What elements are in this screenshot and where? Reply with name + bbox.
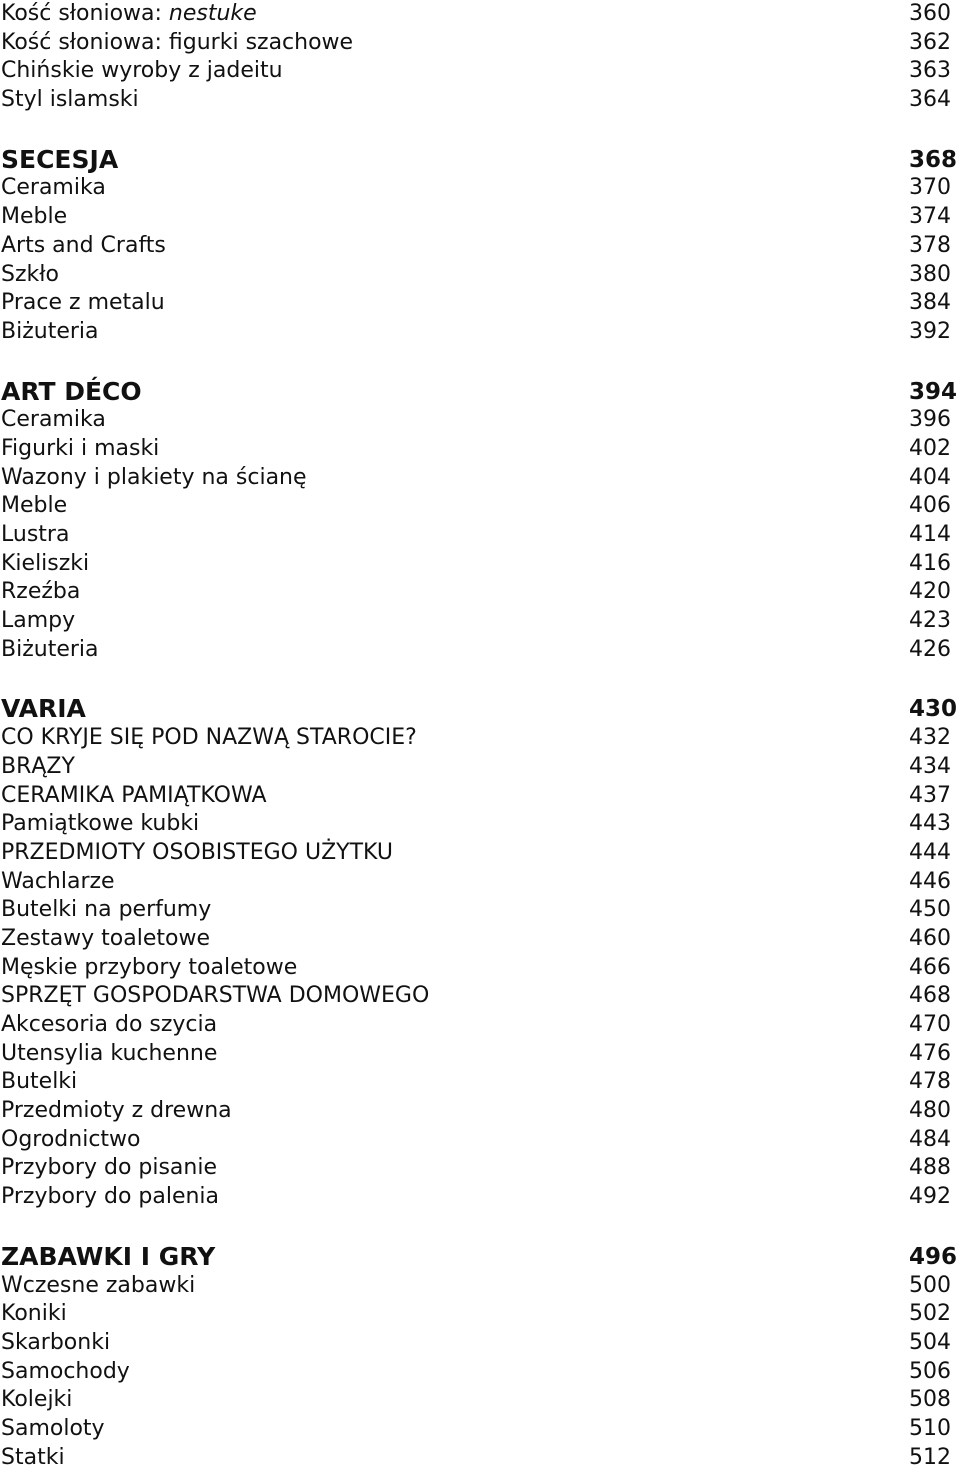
- toc-entry-label: Wachlarze: [1, 868, 115, 894]
- toc-entry-page: 378: [909, 232, 951, 258]
- toc-entry[interactable]: [0, 57, 960, 86]
- toc-entry-label: Arts and Crafts: [1, 232, 166, 258]
- toc-entry-label: Ceramika: [1, 407, 106, 433]
- toc-entry-label: Kolejki: [1, 1387, 73, 1413]
- toc-section-title: ZABAWKI I GRY: [1, 1241, 216, 1271]
- toc-entry[interactable]: [0, 435, 960, 464]
- toc-entry-label: Szkło: [1, 261, 59, 287]
- toc-entry-page: 480: [909, 1098, 951, 1124]
- toc-section-heading[interactable]: [0, 1243, 960, 1272]
- toc-entry-page: 434: [909, 753, 951, 779]
- toc-entry-label: Wazony i plakiety na ścianę: [1, 464, 307, 490]
- toc-entry[interactable]: [0, 289, 960, 318]
- toc-entry-page: 370: [909, 175, 951, 201]
- toc-entry-page: 468: [909, 983, 951, 1009]
- toc-entry[interactable]: [0, 464, 960, 493]
- toc-entry-page: 504: [909, 1329, 951, 1355]
- toc-entry[interactable]: [0, 1272, 960, 1301]
- toc-entry[interactable]: [0, 492, 960, 521]
- toc-entry[interactable]: [0, 406, 960, 435]
- toc-section: [0, 378, 960, 665]
- toc-entry-page: 360: [909, 1, 951, 26]
- toc-entry[interactable]: [0, 1126, 960, 1155]
- toc-entry-label: Przedmioty z drewna: [1, 1098, 232, 1124]
- toc-section-heading[interactable]: [0, 378, 960, 407]
- toc-entry-page: 404: [909, 464, 951, 490]
- toc-entry-label: SPRZĘT GOSPODARSTWA DOMOWEGO: [1, 983, 430, 1009]
- toc-entry[interactable]: [0, 550, 960, 579]
- toc-entry-label: Przybory do pisanie: [1, 1155, 218, 1181]
- toc-entry[interactable]: [0, 1358, 960, 1387]
- toc-entry-label: Koniki: [1, 1301, 67, 1327]
- toc-entry-label: PRZEDMIOTY OSOBISTEGO UŻYTKU: [1, 839, 393, 865]
- toc-entry-label: Samoloty: [1, 1415, 105, 1441]
- toc-entry[interactable]: [0, 261, 960, 290]
- toc-entry[interactable]: [0, 578, 960, 607]
- toc-entry-page: 426: [909, 636, 951, 662]
- toc-entry-page: 380: [909, 261, 951, 287]
- toc-entry-page: 437: [909, 782, 951, 808]
- toc-entry-label: Pamiątkowe kubki: [1, 811, 200, 837]
- toc-entry-label: Wczesne zabawki: [1, 1272, 196, 1298]
- toc-entry[interactable]: [0, 1183, 960, 1212]
- toc-section: [0, 146, 960, 347]
- toc-section-heading[interactable]: [0, 146, 960, 175]
- toc-entry-label: Meble: [1, 204, 68, 230]
- toc-section: [0, 1243, 960, 1472]
- toc-entry[interactable]: [0, 29, 960, 58]
- toc-entry-label: Utensylia kuchenne: [1, 1040, 218, 1066]
- toc-entry-page: 446: [909, 868, 951, 894]
- toc-entry-page: 396: [909, 407, 951, 433]
- toc-entry[interactable]: [0, 1329, 960, 1358]
- toc-entry-label: Meble: [1, 493, 68, 519]
- toc-entry-label: Prace z metalu: [1, 290, 165, 316]
- toc-entry-page: 443: [909, 811, 951, 837]
- toc-entry-label: Przybory do palenia: [1, 1184, 220, 1210]
- toc-entry[interactable]: [0, 1300, 960, 1329]
- toc-entry[interactable]: [0, 86, 960, 115]
- toc-entry-page: 402: [909, 435, 951, 461]
- toc-entry-page: 502: [909, 1301, 951, 1327]
- toc-entry-page: 423: [909, 608, 951, 634]
- toc-entry-label: BRĄZY: [1, 753, 75, 779]
- toc-entry-label-italic: nestuke: [168, 1, 257, 26]
- toc-entry[interactable]: [0, 896, 960, 925]
- toc-entry-page: 510: [909, 1415, 951, 1441]
- toc-entry-page: 374: [909, 204, 951, 230]
- toc-entry-label: Kieliszki: [1, 550, 90, 576]
- toc-entry-page: 470: [909, 1012, 951, 1037]
- toc-entry-label: Lustra: [1, 522, 70, 547]
- toc-entry[interactable]: [0, 1154, 960, 1183]
- toc-entry-page: 363: [909, 58, 951, 84]
- toc-entry-label: Męskie przybory toaletowe: [1, 954, 298, 980]
- toc-entry[interactable]: [0, 203, 960, 232]
- toc-section-heading[interactable]: [0, 695, 960, 724]
- toc-entry-page: 484: [909, 1126, 951, 1152]
- toc-entry-page: 460: [909, 925, 951, 951]
- toc-entry[interactable]: [0, 925, 960, 954]
- toc-section-page: 430: [908, 696, 957, 723]
- toc-entry-label: Biżuteria: [1, 636, 99, 662]
- toc-entry[interactable]: [0, 1444, 960, 1472]
- toc-entry-label: Kość słoniowa: figurki szachowe: [1, 29, 354, 55]
- toc-entry[interactable]: [0, 982, 960, 1011]
- toc-entry-page: 416: [909, 550, 951, 576]
- toc-entry[interactable]: [0, 1040, 960, 1069]
- toc-entry[interactable]: [0, 810, 960, 839]
- toc-entry[interactable]: [0, 1011, 960, 1040]
- toc-section-title: VARIA: [1, 694, 86, 724]
- toc-entry[interactable]: [0, 1097, 960, 1126]
- toc-section: [0, 695, 960, 1211]
- toc-section-title: SECESJA: [1, 144, 119, 174]
- toc-entry-page: 362: [909, 29, 951, 55]
- toc-section-page: 496: [908, 1243, 957, 1270]
- toc-entry-label: Lampy: [1, 608, 76, 634]
- toc-entry[interactable]: [0, 636, 960, 665]
- toc-entry-page: 444: [909, 839, 951, 865]
- toc-entry-page: 512: [909, 1444, 951, 1470]
- toc-entry-page: 450: [909, 897, 951, 923]
- toc-entry-page: 414: [909, 522, 951, 547]
- toc-entry-label: CO KRYJE SIĘ POD NAZWĄ STAROCIE?: [1, 725, 417, 751]
- toc-entry[interactable]: [0, 782, 960, 811]
- toc-entry-page: 476: [909, 1040, 951, 1066]
- toc-entry[interactable]: [0, 0, 960, 29]
- toc-entry-label: Samochody: [1, 1358, 130, 1384]
- toc-section-page: 368: [908, 146, 957, 173]
- toc-entry-label: Figurki i maski: [1, 435, 160, 461]
- toc-entry-page: 500: [909, 1272, 951, 1298]
- toc-entry-label: Statki: [1, 1444, 65, 1470]
- toc-entry-page: 420: [909, 579, 951, 605]
- toc-entry-label: Rzeźba: [1, 579, 81, 605]
- toc-entry-label: Skarbonki: [1, 1329, 111, 1355]
- toc-section-page: 394: [908, 378, 957, 405]
- toc-entry[interactable]: [0, 318, 960, 347]
- toc-entry-label: Ceramika: [1, 175, 106, 201]
- toc-intro-group: [0, 0, 960, 115]
- toc-entry[interactable]: [0, 868, 960, 897]
- toc-entry[interactable]: [0, 174, 960, 203]
- toc-entry-label: Butelki na perfumy: [1, 897, 212, 923]
- toc-entry-label: Chińskie wyroby z jadeitu: [1, 58, 283, 84]
- toc-section-title: ART DÉCO: [1, 376, 142, 406]
- toc-entry-page: 488: [909, 1155, 951, 1181]
- toc-entry-page: 508: [909, 1387, 951, 1413]
- toc-entry-page: 492: [909, 1184, 951, 1210]
- toc-entry[interactable]: [0, 1415, 960, 1444]
- toc-entry-page: 478: [909, 1069, 951, 1095]
- toc-entry[interactable]: [0, 521, 960, 550]
- toc-entry-label: Biżuteria: [1, 318, 99, 344]
- toc-entry[interactable]: [0, 839, 960, 868]
- toc-entry-label: Zestawy toaletowe: [1, 925, 211, 951]
- toc-entry-page: 406: [909, 493, 951, 519]
- toc-entry-label: Kość słoniowa: nestuke: [1, 1, 257, 26]
- toc-entry[interactable]: [0, 232, 960, 261]
- toc-entry[interactable]: [0, 607, 960, 636]
- toc-entry-page: 384: [909, 290, 951, 316]
- toc-entry-label: Butelki: [1, 1069, 78, 1095]
- toc-entry-label: Styl islamski: [1, 87, 139, 113]
- toc-entry[interactable]: [0, 1068, 960, 1097]
- toc-entry-label: Ogrodnictwo: [1, 1126, 141, 1152]
- toc-entry[interactable]: [0, 753, 960, 782]
- toc-entry[interactable]: [0, 724, 960, 753]
- toc-entry-page: 392: [909, 318, 951, 344]
- toc-entry[interactable]: [0, 1386, 960, 1415]
- toc-entry-page: 364: [909, 87, 951, 113]
- toc-entry-label: CERAMIKA PAMIĄTKOWA: [1, 782, 267, 808]
- toc-entry-label: Akcesoria do szycia: [1, 1012, 218, 1037]
- toc-entry-page: 432: [909, 725, 951, 751]
- toc-entry-page: 466: [909, 954, 951, 980]
- toc-entry[interactable]: [0, 954, 960, 983]
- toc-entry-page: 506: [909, 1358, 951, 1384]
